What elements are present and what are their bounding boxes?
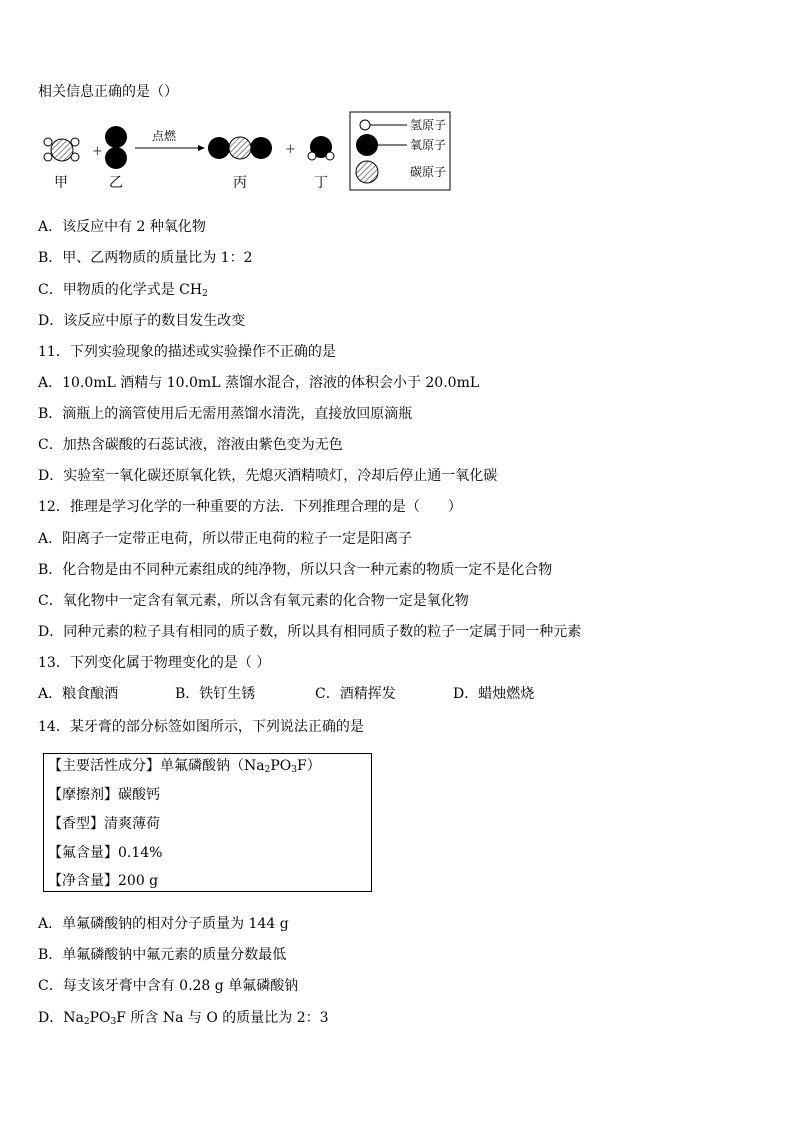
q10-option-a: A．该反应中有 2 种氧化物 bbox=[38, 219, 206, 235]
label-active-ingredient: 【主要活性成分】单氟磷酸钠$(Na_2PO_3F)$ bbox=[48, 758, 321, 775]
q10-option-d: D．该反应中原子的数目发生改变 bbox=[38, 313, 246, 329]
q12-option-c: C．氧化物中一定含有氧元素，所以含有氧元素的化合物一定是氧化物 bbox=[38, 593, 469, 609]
q13-option-c: C．酒精挥发 bbox=[315, 686, 396, 702]
q12-stem: 12．推理是学习化学的一种重要的方法．下列推理合理的是（ ） bbox=[38, 499, 462, 515]
label-ding: 丁 bbox=[314, 175, 328, 191]
molecule-ding bbox=[308, 136, 334, 160]
q14-option-c: C．每支该牙膏中含有 0.28 g 单氟磷酸钠 bbox=[38, 978, 299, 994]
q13-option-b: B．铁钉生锈 bbox=[175, 686, 256, 702]
q10-stem: 相关信息正确的是（） bbox=[38, 84, 178, 100]
legend-hydrogen: 氢原子 bbox=[410, 118, 447, 132]
q13-option-d: D．蜡烛燃烧 bbox=[453, 686, 535, 702]
label-flavor: 【香型】清爽薄荷 bbox=[48, 816, 160, 832]
label-abrasive: 【摩擦剂】碳酸钙 bbox=[48, 787, 160, 803]
q12-option-b: B．化合物是由不同种元素组成的纯净物，所以只含一种元素的物质一定不是化合物 bbox=[38, 562, 553, 578]
toothpaste-label bbox=[43, 753, 372, 892]
label-net-weight: 【净含量】200 g bbox=[48, 873, 159, 889]
legend-oxygen: 氧原子 bbox=[410, 138, 447, 152]
label-yi: 乙 bbox=[109, 175, 123, 191]
q12-option-d: D．同种元素的粒子具有相同的质子数，所以具有相同质子数的粒子一定属于同一种元素 bbox=[38, 624, 582, 640]
q11-stem: 11．下列实验现象的描述或实验操作不正确的是 bbox=[38, 344, 336, 360]
q14-stem: 14．某牙膏的部分标签如图所示，下列说法正确的是 bbox=[38, 719, 364, 735]
hydrogen-atom-icon bbox=[360, 120, 370, 130]
plus-sign-2: + bbox=[285, 142, 296, 157]
molecule-yi bbox=[105, 126, 127, 169]
reaction-condition: 点燃 bbox=[152, 129, 177, 143]
q10-option-b: B．甲、乙两物质的质量比为 1：2 bbox=[38, 250, 253, 266]
q14-option-d: D．$Na_2PO_3F$ 所含 Na 与 O 的质量比为 2：3 bbox=[38, 1010, 329, 1027]
label-fluoride: 【氟含量】0.14% bbox=[48, 845, 163, 861]
reaction-arrow bbox=[135, 145, 205, 151]
q14-option-b: B．单氟磷酸钠中氟元素的质量分数最低 bbox=[38, 947, 287, 963]
label-bing: 丙 bbox=[233, 175, 247, 191]
q11-option-c: C．加热含碳酸的石蕊试液，溶液由紫色变为无色 bbox=[38, 437, 343, 453]
q14-option-a: A．单氟磷酸钠的相对分子质量为 144 g bbox=[38, 916, 289, 932]
q10-option-c: C．甲物质的化学式是 $CH_2$ bbox=[38, 282, 208, 299]
q11-option-a: A．10.0mL 酒精与 10.0mL 蒸馏水混合，溶液的体积会小于 20.0mL bbox=[38, 375, 480, 391]
q12-option-a: A．阳离子一定带正电荷，所以带正电荷的粒子一定是阳离子 bbox=[38, 531, 413, 547]
plus-sign-1: + bbox=[92, 144, 103, 159]
reaction-diagram bbox=[40, 110, 460, 195]
molecule-jia bbox=[44, 138, 79, 161]
molecule-bing bbox=[208, 137, 272, 159]
carbon-atom-icon bbox=[356, 161, 378, 183]
q11-option-b: B．滴瓶上的滴管使用后无需用蒸馏水清洗，直接放回原滴瓶 bbox=[38, 406, 413, 422]
q13-stem: 13．下列变化属于物理变化的是（ ） bbox=[38, 655, 271, 671]
reaction-diagram-svg bbox=[40, 110, 460, 195]
oxygen-atom-icon bbox=[356, 134, 378, 156]
q13-option-a: A．粮食酿酒 bbox=[38, 686, 119, 702]
label-jia: 甲 bbox=[54, 175, 68, 191]
legend-carbon: 碳原子 bbox=[410, 165, 447, 179]
q11-option-d: D．实验室一氧化碳还原氧化铁，先熄灭酒精喷灯，冷却后停止通一氧化碳 bbox=[38, 468, 498, 484]
